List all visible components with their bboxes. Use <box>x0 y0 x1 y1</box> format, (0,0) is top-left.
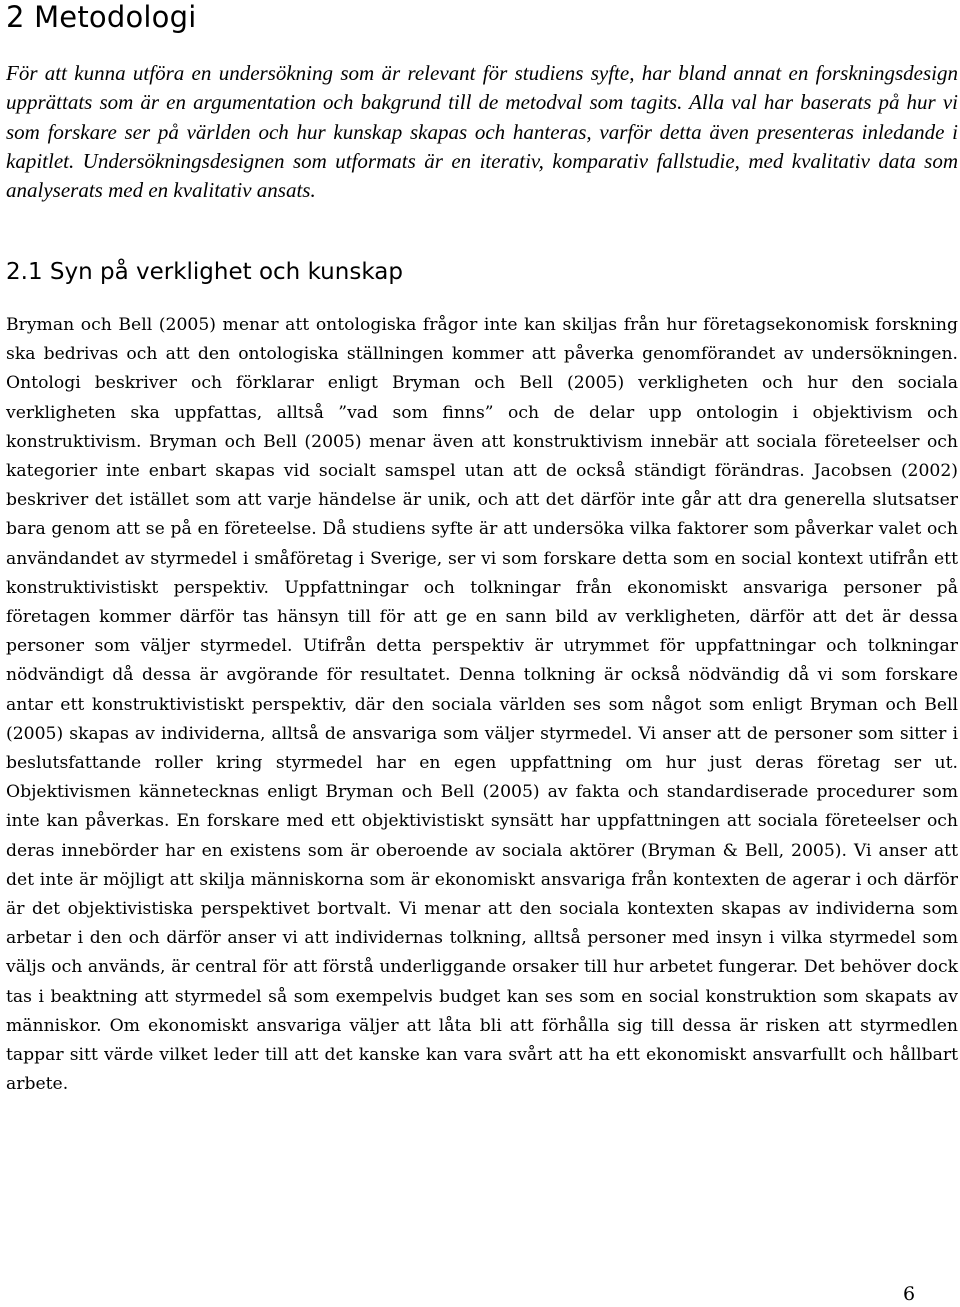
section-body-paragraph: Bryman och Bell (2005) menar att ontologiska frågor inte kan skiljas från hur företagsekonomisk forskning ska bedrivas och att den ontologiska ställningen kommer att påverka genomförandet av undersökningen. Ontologi beskriver och förklarar enligt Bryman och Bell (2005) verkligheten och hur den sociala verkligheten ska uppfattas, alltså ”vad som finns” och de delar upp ontologin i objektivism och konstruktivism. Bryman och Bell (2005) menar även att konstruktivism innebär att sociala företeelser och kategorier inte enbart skapas vid socialt samspel utan att de också ständigt förändras. Jacobsen (2002) beskriver det istället som att varje händelse är unik, och att det därför inte går att dra generella slutsatser bara genom att se på en företeelse. Då studiens syfte är att undersöka vilka faktorer som påverkar valet och användandet av styrmedel i småföretag i Sverige, ser vi som forskare detta som en social kontext utifrån ett konstruktivistiskt perspektiv. Uppfattningar och tolkningar från ekonomiskt ansvariga personer på företagen kommer därför tas hänsyn till för att ge en sann bild av verkligheten, därför att det är dessa personer som väljer styrmedel. Utifrån detta perspektiv är utrymmet för uppfattningar och tolkningar nödvändigt då dessa är avgörande för resultatet. Denna tolkning är också nödvändig då vi som forskare antar ett konstruktivistiskt perspektiv, där den sociala världen ses som något som enligt Bryman och Bell (2005) skapas av individerna, alltså de ansvariga som väljer styrmedel. Vi anser att de personer som sitter i beslutsfattande roller kring styrmedel har en egen uppfattning om hur just deras företag ser ut. Objektivismen kännetecknas enligt Bryman och Bell (2005) av fakta och standardiserade procedurer som inte kan påverkas. En forskare med ett objektivistiskt synsätt har uppfattningen att sociala företeelser och deras innebörder har en existens som är oberoende av sociala aktörer (Bryman & Bell, 2005). Vi anser att det inte är möjligt att skilja människorna som är ekonomiskt ansvariga från kontexten de agerar i och därför är det objektivistiska perspektivet bortvalt. Vi menar att den sociala kontexten skapas av individerna som arbetar i den och därför anser vi att individernas tolkning, alltså personer med insyn i vilka styrmedel som väljs och används, är central för att förstå underliggande orsaker till hur arbetet fungerar. Det behöver dock tas i beaktning att styrmedel så som exempelvis budget kan ses som en social konstruktion som skapats av människor. Om ekonomiskt ansvariga väljer att låta bli att förhålla sig till dessa är risken att styrmedlen tappar sitt värde vilket leder till att det kanske kan vara svårt att ha ett ekonomiskt ansvarfullt och hållbart arbete. <box>6 315 958 1095</box>
section-title: 2.1 Syn på verklighet och kunskap <box>6 259 403 285</box>
chapter-intro-paragraph: För att kunna utföra en undersökning som är relevant för studiens syfte, har bland annat en forskningsdesign upprättats som är en argumentation och bakgrund till de metodval som tagits. Alla val har baserats på hur vi som forskare ser på världen och hur kunskap skapas och hanteras, varför detta även presenteras inledande i kapitlet. Undersökningsdesignen som utformats är en iterativ, komparativ fallstudie, med kvalitativ data som analyserats med en kvalitativ ansats. <box>6 61 958 203</box>
page-number: 6 <box>903 1283 916 1305</box>
chapter-title: 2 Metodologi <box>6 0 197 34</box>
